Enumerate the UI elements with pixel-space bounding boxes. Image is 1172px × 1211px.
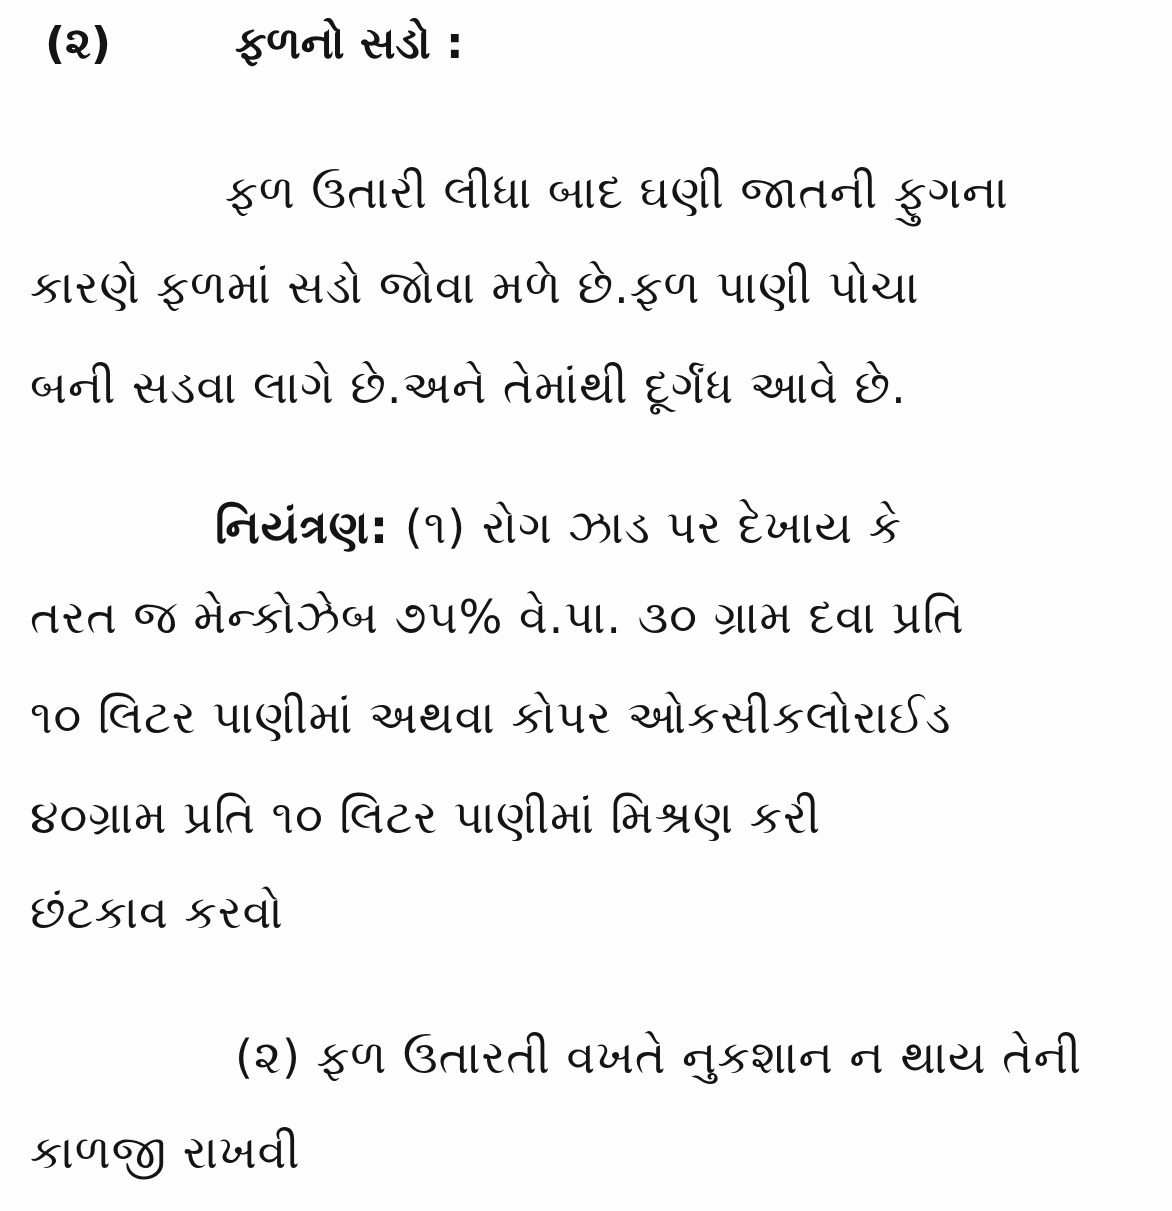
control-point1-line-1: (૧) રોગ ઝાડ પર દેખાય કે: [404, 500, 903, 554]
section-heading: [45, 18, 464, 69]
section-number: (૨): [45, 18, 112, 69]
control-point1-line-4: ૪૦ગ્રામ પ્રતિ ૧૦ લિટર પાણીમાં મિશ્રણ કરી: [30, 790, 822, 844]
control-point1-line-5: છંટકાવ કરવો: [30, 885, 284, 939]
control-point2-line-2: કાળજી રાખવી: [30, 1125, 301, 1179]
section-title: ફળનો સડો :: [235, 18, 464, 69]
description-line-3: બની સડવા લાગે છે.અને તેમાંથી દૂર્ગંધ આવે છે.: [30, 360, 907, 414]
description-line-2: કારણે ફળમાં સડો જોવા મળે છે.ફળ પાણી પોચા: [30, 260, 920, 314]
control-label: નિયંત્રણ:: [215, 500, 390, 554]
control-first-line: [215, 500, 902, 556]
control-point2-line-1: (૨) ફળ ઉતારતી વખતે નુકશાન ન થાય તેની: [235, 1030, 1083, 1084]
control-point1-line-2: તરત જ મેન્કોઝેબ ૭૫% વે.પા. ૩૦ ગ્રામ દવા પ્રતિ: [30, 590, 965, 644]
control-point1-line-3: ૧૦ લિટર પાણીમાં અથવા કોપર ઓકસીકલોરાઈડ: [30, 690, 952, 744]
description-line-1: ફળ ઉતારી લીધા બાદ ઘણી જાતની ફુગના: [225, 165, 1009, 219]
